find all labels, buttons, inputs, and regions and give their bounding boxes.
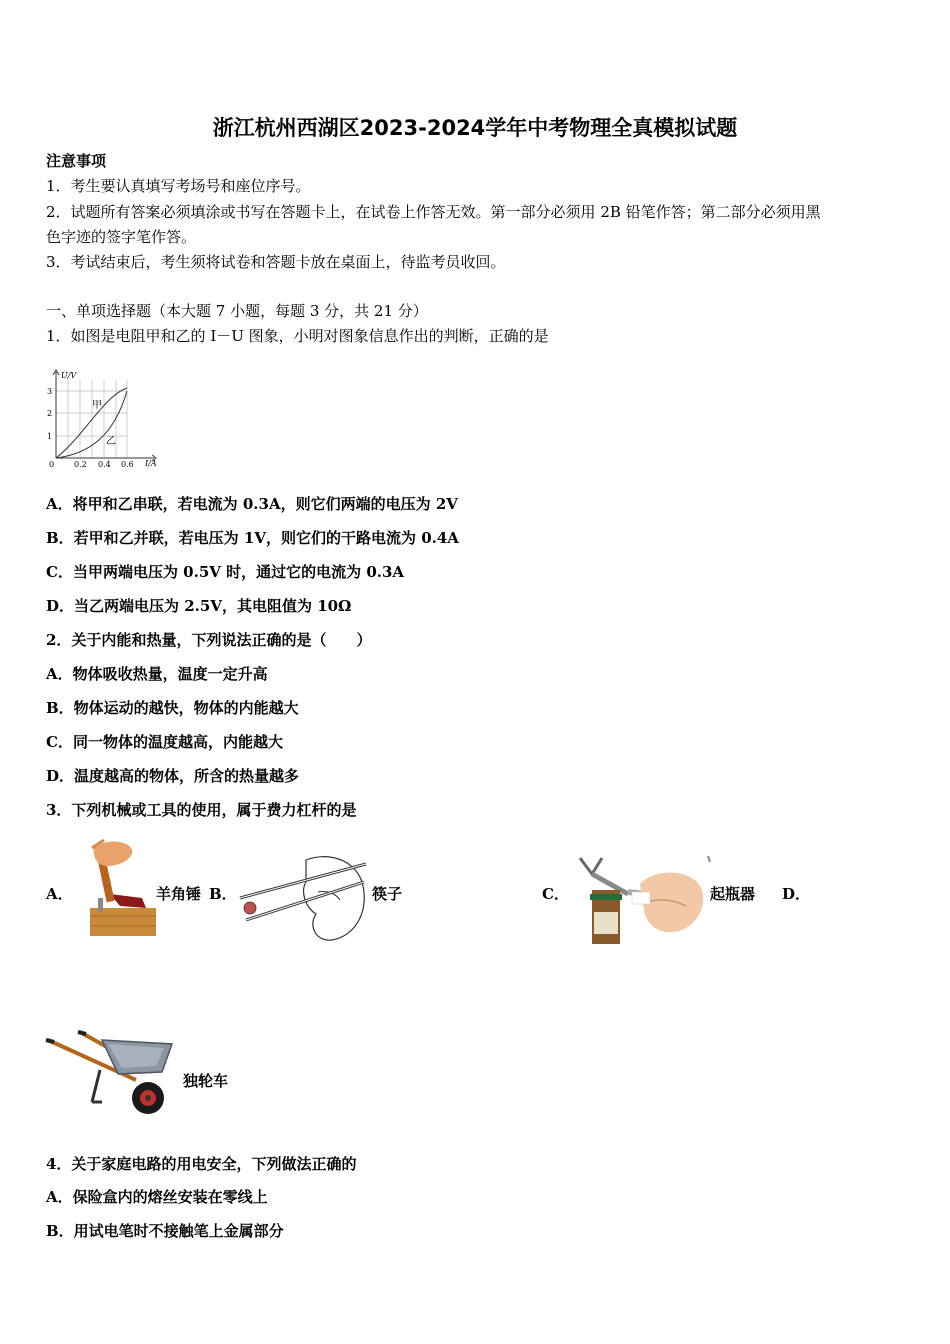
curve-label-jia: 甲 (92, 400, 102, 411)
x-tick-label: 0.2 (74, 460, 87, 469)
question-2-stem: 2．关于内能和热量，下列说法正确的是（ ） (46, 631, 372, 649)
question-4-option-b: B．用试电笔时不接触笔上金属部分 (46, 1222, 284, 1240)
claw-hammer-image (84, 836, 160, 940)
y-axis-label: U/V (61, 371, 77, 380)
option-label: 羊角锤 (156, 885, 202, 903)
origin-label: 0 (49, 460, 55, 469)
x-axis-label: I/A (145, 459, 157, 468)
option-label: 起瓶器 (710, 885, 756, 903)
notice-heading: 注意事项 (46, 152, 107, 170)
x-tick-label: 0.4 (98, 460, 111, 469)
notice-item: 3．考试结束后，考生须将试卷和答题卡放在桌面上，待监考员收回。 (46, 253, 506, 271)
page-title: 浙江杭州西湖区2023-2024学年中考物理全真模拟试题 (212, 116, 738, 140)
notice-item: 2．试题所有答案必须填涂或书写在答题卡上，在试卷上作答无效。第一部分必须用 2B 铅笔作答；第二部分必须用黑 (46, 203, 821, 221)
y-tick-label: 2 (47, 409, 53, 418)
question-4-stem: 4．关于家庭电路的用电安全，下列做法正确的 (46, 1155, 357, 1173)
question-1-option-c: C．当甲两端电压为 0.5V 时，通过它的电流为 0.3A (46, 563, 405, 581)
option-label: 筷子 (372, 885, 403, 903)
question-1-option-d: D．当乙两端电压为 2.5V，其电阻值为 10Ω (46, 597, 352, 615)
question-3-stem: 3．下列机械或工具的使用，属于费力杠杆的是 (46, 801, 357, 819)
notice-item: 色字迹的签字笔作答。 (46, 228, 197, 246)
question-2-option-d: D．温度越高的物体，所含的热量越多 (46, 767, 300, 785)
option-letter: A． (46, 885, 73, 903)
x-tick-label: 0.6 (121, 460, 134, 469)
curve-label-yi: 乙 (106, 436, 116, 447)
question-4-option-a: A．保险盒内的熔丝安装在零线上 (46, 1188, 268, 1206)
option-letter: D． (782, 885, 811, 903)
question-2-option-a: A．物体吸收热量，温度一定升高 (46, 665, 268, 683)
option-letter: C． (542, 885, 569, 903)
wheelbarrow-image (44, 1024, 178, 1120)
bottle-opener-image (574, 854, 712, 944)
question-1-option-b: B．若甲和乙并联，若电压为 1V，则它们的干路电流为 0.4A (46, 529, 459, 547)
y-tick-label: 1 (47, 432, 53, 441)
iu-graph (44, 366, 164, 472)
chopsticks-image (236, 852, 372, 944)
section-heading: 一、单项选择题（本大题 7 小题，每题 3 分，共 21 分） (46, 302, 428, 320)
question-2-option-b: B．物体运动的越快，物体的内能越大 (46, 699, 299, 717)
question-2-option-c: C．同一物体的温度越高，内能越大 (46, 733, 283, 751)
y-tick-label: 3 (47, 387, 53, 396)
notice-item: 1．考生要认真填写考场号和座位序号。 (46, 177, 311, 195)
option-letter: B． (209, 885, 237, 903)
option-label: 独轮车 (183, 1072, 229, 1090)
question-1-option-a: A．将甲和乙串联，若电流为 0.3A，则它们两端的电压为 2V (46, 495, 458, 513)
question-1-stem: 1．如图是电阻甲和乙的 I－U 图象，小明对图象信息作出的判断，正确的是 (46, 327, 549, 345)
